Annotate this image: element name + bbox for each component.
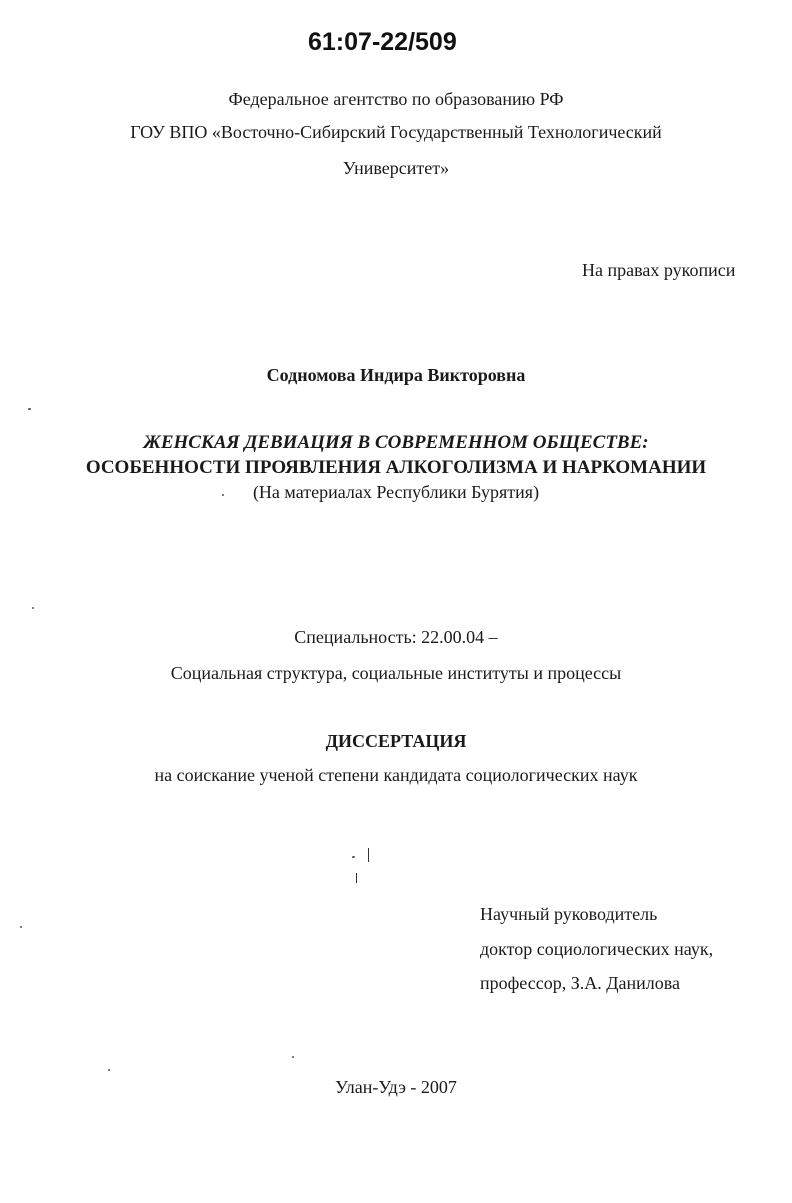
university-line-1: ГОУ ВПО «Восточно-Сибирский Государственный Технологический: [130, 122, 662, 142]
scan-speck: [222, 494, 224, 496]
scan-speck: [292, 1056, 294, 1058]
archive-stamp: 61:07-22/509: [308, 28, 457, 56]
work-type-purpose: на соискание ученой степени кандидата социологических наук: [154, 765, 638, 785]
title-subtitle: (На материалах Республики Бурятия): [252, 482, 540, 502]
supervisor-role: Научный руководитель: [480, 904, 658, 924]
place-year: Улан-Удэ - 2007: [335, 1077, 457, 1097]
scan-mark: [368, 848, 369, 862]
scan-mark: [356, 873, 357, 883]
work-type-label: ДИССЕРТАЦИЯ: [325, 731, 467, 751]
supervisor-degree: доктор социологических наук,: [480, 939, 714, 959]
specialty-code: Специальность: 22.00.04 –: [294, 627, 498, 647]
author-name: Содномова Индира Викторовна: [266, 365, 526, 385]
university-line-2: Университет»: [342, 158, 450, 178]
title-line-1: ЖЕНСКАЯ ДЕВИАЦИЯ В СОВРЕМЕННОМ ОБЩЕСТВЕ:: [143, 432, 649, 453]
agency-line: Федеральное агентство по образованию РФ: [228, 89, 564, 109]
scan-speck: [28, 408, 31, 410]
specialty-name: Социальная структура, социальные институты и процессы: [170, 663, 622, 683]
scan-speck: [352, 856, 355, 858]
manuscript-note: На правах рукописи: [582, 260, 736, 280]
scan-speck: [108, 1069, 110, 1071]
scan-speck: [32, 607, 34, 609]
title-line-2: ОСОБЕННОСТИ ПРОЯВЛЕНИЯ АЛКОГОЛИЗМА И НАРКОМАНИИ: [85, 457, 707, 478]
scan-speck: [20, 926, 22, 928]
supervisor-name: профессор, З.А. Данилова: [480, 973, 680, 993]
